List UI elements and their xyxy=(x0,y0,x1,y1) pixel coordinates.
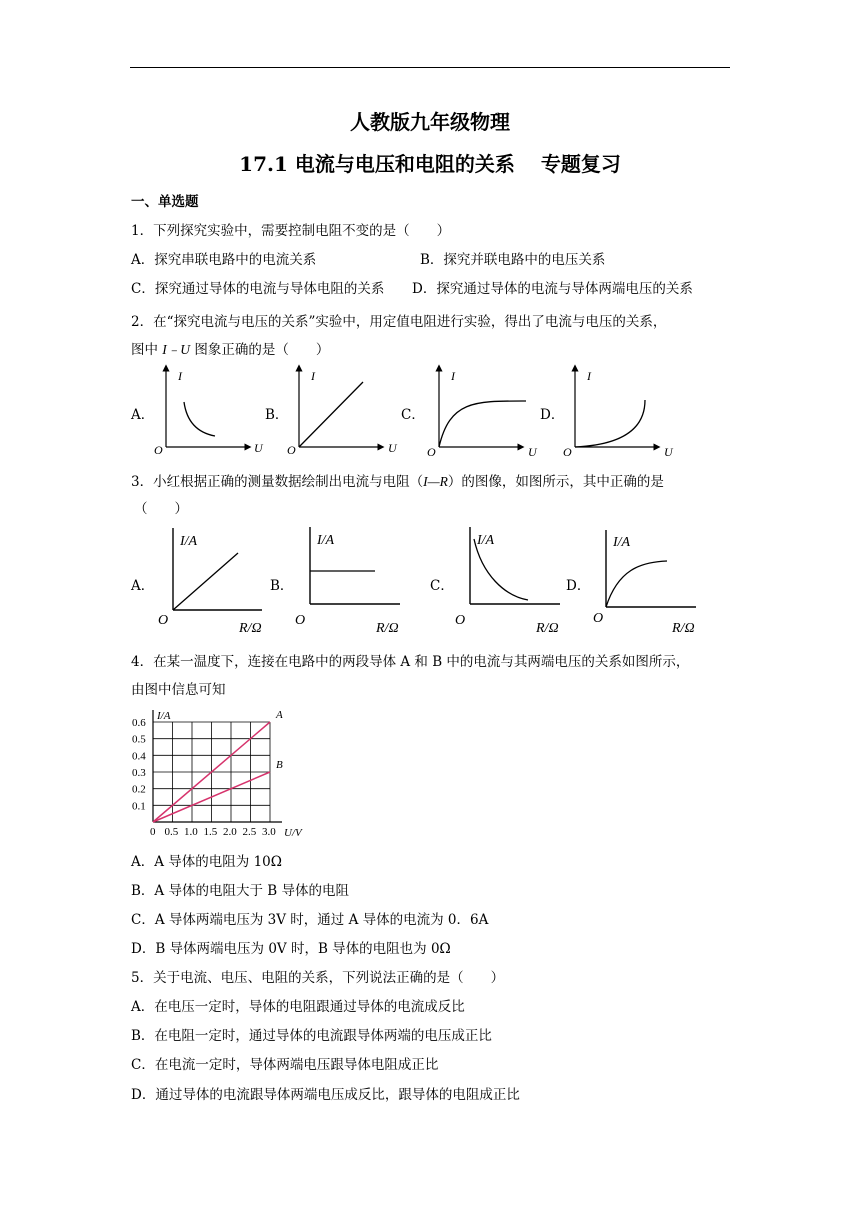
q2-b-axis-x: U xyxy=(388,441,397,455)
q4-x-tick-label: 3.0 xyxy=(262,826,276,838)
q4-option-d: D．B 导体两端电压为 0V 时，B 导体的电阻也为 0Ω xyxy=(131,941,451,957)
q4-x-tick-label: 0 xyxy=(150,826,156,838)
q3-b-origin: O xyxy=(295,613,306,628)
q4-y-tick-label: 0.2 xyxy=(132,783,146,796)
q3-c-origin: O xyxy=(455,613,466,628)
q4-option-a: A．A 导体的电阻为 10Ω xyxy=(131,854,282,870)
q2-b-axis-y: I xyxy=(311,369,315,383)
q2-label-c: C． xyxy=(401,407,425,423)
q4-x-tick-label: 2.0 xyxy=(223,826,237,838)
q4-series-A-label: A xyxy=(276,709,283,721)
q3-label-d: D． xyxy=(566,578,591,594)
q1-option-a: A．探究串联电路中的电流关系 xyxy=(131,252,317,268)
q2-d-axis-x: U xyxy=(664,445,673,459)
q4-y-tick-label: 0.1 xyxy=(132,800,146,813)
q2-stem-text-b: 图象正确的是（ ） xyxy=(190,342,330,358)
q3-b-axis-y: I/A xyxy=(317,533,335,548)
q2-a-origin: O xyxy=(154,443,163,457)
q5-option-d: D．通过导体的电流跟导体两端电压成反比，跟导体的电阻成正比 xyxy=(131,1087,520,1103)
section-heading: 一、单选题 xyxy=(131,194,199,210)
q3-stem-line2: （ ） xyxy=(134,501,188,517)
q3-d-axis-y: I/A xyxy=(613,535,631,550)
q4-x-tick-label: 1.5 xyxy=(203,826,218,838)
q1-option-d: D．探究通过导体的电流与导体两端电压的关系 xyxy=(412,281,693,297)
q2-stem-text-a: 图中 xyxy=(131,342,163,358)
q4-option-b: B．A 导体的电阻大于 B 导体的电阻 xyxy=(131,883,349,899)
q2-a-axis-y: I xyxy=(178,369,182,383)
q5-option-a: A．在电压一定时，导体的电阻跟通过导体的电流成反比 xyxy=(131,999,465,1015)
q3-d-axis-x: R/Ω xyxy=(672,621,695,636)
q4-y-tick-label: 0.4 xyxy=(132,750,146,763)
q2-b-origin: O xyxy=(287,443,296,457)
q2-a-axis-x: U xyxy=(254,441,263,455)
q3-b-axis-x: R/Ω xyxy=(376,621,399,636)
q4-y-axis-label: I/A xyxy=(157,710,171,722)
q4-y-tick-label: 0.5 xyxy=(132,733,146,746)
q3-a-origin: O xyxy=(158,613,169,628)
q2-label-a: A． xyxy=(131,407,155,423)
q3-label-a: A． xyxy=(131,578,155,594)
page-title: 人教版九年级物理 xyxy=(350,110,510,134)
q2-label-d: D． xyxy=(540,407,565,423)
q1-option-c: C．探究通过导体的电流与导体电阻的关系 xyxy=(131,281,385,297)
q3-stem-text-b: ）的图像，如图所示，其中正确的是 xyxy=(447,474,664,490)
q5-option-c: C．在电流一定时，导体两端电压跟导体电阻成正比 xyxy=(131,1057,439,1073)
q2-c-origin: O xyxy=(427,445,436,459)
q3-label-c: C． xyxy=(430,578,454,594)
q5-option-b: B．在电阻一定时，通过导体的电流跟导体两端的电压成正比 xyxy=(131,1028,492,1044)
q4-stem-line1: 4．在某一温度下，连接在电路中的两段导体 A 和 B 中的电流与其两端电压的关系如图所示， xyxy=(131,654,690,670)
q2-d-origin: O xyxy=(563,445,572,459)
subtitle-type: 专题复习 xyxy=(540,152,621,176)
q5-stem: 5．关于电流、电压、电阻的关系，下列说法正确的是（ ） xyxy=(131,970,505,986)
subtitle-topic: 17.1 电流与电压和电阻的关系 xyxy=(239,152,515,176)
q1-option-b: B．探究并联电路中的电压关系 xyxy=(420,252,606,268)
q3-d-origin: O xyxy=(593,611,604,626)
q4-x-tick-label: 1.0 xyxy=(184,826,198,838)
q3-stem-text-a: 3．小红根据正确的测量数据绘制出电流与电阻（ xyxy=(131,474,424,490)
q2-label-b: B． xyxy=(265,407,289,423)
q4-series-B-label: B xyxy=(276,759,283,771)
q2-c-axis-x: U xyxy=(528,445,537,459)
q2-d-axis-y: I xyxy=(587,369,591,383)
q3-a-axis-x: R/Ω xyxy=(239,621,262,636)
q4-y-tick-label: 0.3 xyxy=(132,767,146,779)
q4-y-tick-label: 0.6 xyxy=(132,717,146,729)
q4-option-c: C．A 导体两端电压为 3V 时，通过 A 导体的电流为 0．6A xyxy=(131,912,489,928)
q3-a-axis-y: I/A xyxy=(180,534,198,549)
q2-stem-var: I﹣U xyxy=(162,342,191,357)
q4-stem-line2: 由图中信息可知 xyxy=(131,682,226,698)
q3-c-axis-y: I/A xyxy=(477,533,495,548)
q4-x-tick-label: 2.5 xyxy=(242,826,257,838)
q2-c-axis-y: I xyxy=(451,369,455,383)
q3-label-b: B． xyxy=(270,578,294,594)
q4-x-tick-label: 0.5 xyxy=(164,826,179,838)
q3-stem-var: I—R xyxy=(423,474,448,489)
q4-x-axis-label: U/V xyxy=(284,827,302,839)
q3-c-axis-x: R/Ω xyxy=(536,621,559,636)
q2-stem-line1: 2．在“探究电流与电压的关系”实验中，用定值电阻进行实验，得出了电流与电压的关系， xyxy=(131,314,667,330)
q1-stem: 1．下列探究实验中，需要控制电阻不变的是（ ） xyxy=(131,223,451,239)
